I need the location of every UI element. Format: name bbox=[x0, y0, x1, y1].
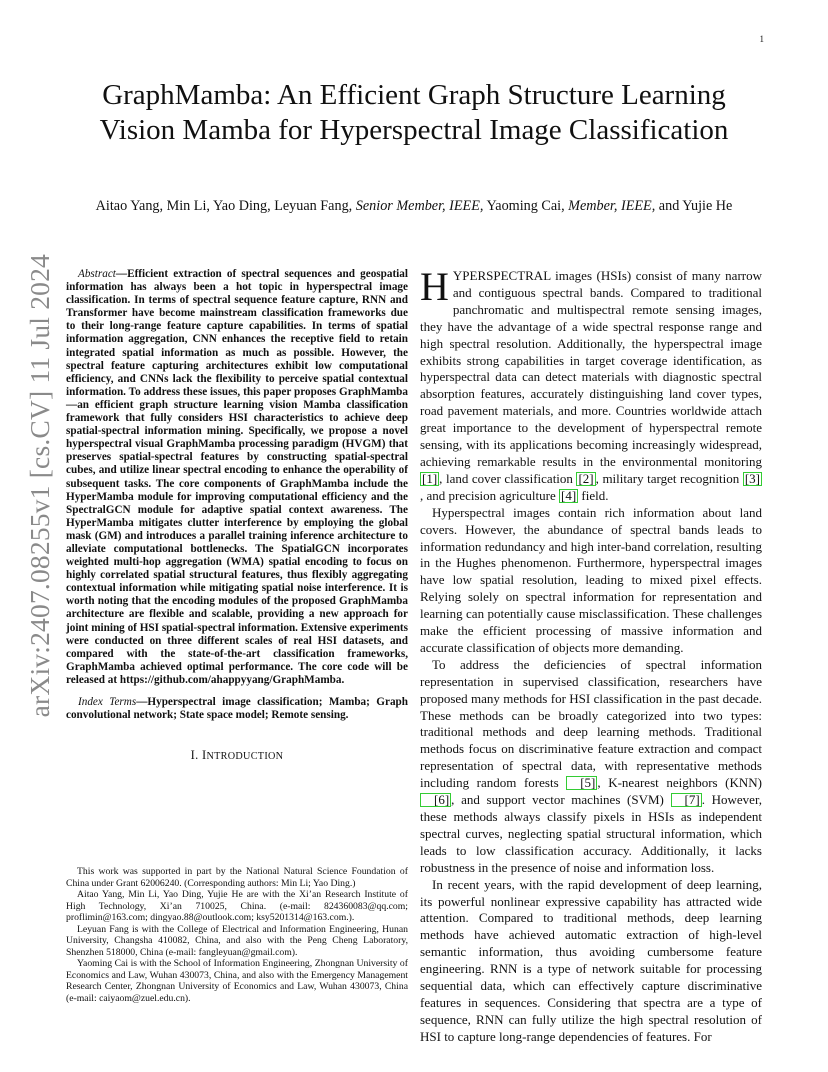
intro-text: , military target recognition bbox=[595, 470, 743, 486]
index-terms-text: —Hyperspectral image classification; Mamba; Graph convolutional network; State space model; Remote sensing. bbox=[66, 696, 408, 722]
author-role-2: Member, IEEE, bbox=[568, 198, 656, 214]
arxiv-stamp bbox=[12, 254, 68, 718]
abstract-label: Abstract bbox=[78, 268, 116, 280]
citation-link[interactable]: [6] bbox=[420, 793, 451, 807]
abstract bbox=[66, 268, 408, 687]
paper-title: GraphMamba: An Efficient Graph Structure Learning Vision Mamba for Hyperspectral Image Classification bbox=[99, 79, 729, 146]
intro-paragraph-4: In recent years, with the rapid development of deep learning, its powerful nonlinear expressive capability has attracted wide attention. Compared to traditional methods, deep learning methods have achieved automatic extraction of high-level semantic information, thus avoiding cumbersome feature engineering. RNN is a type of network suitable for processing sequential data, which can effectively capture discriminative features in sequences. Considering that spectra are a type of sequence, RNN can fully utilize the high spectral resolution of HSI to capture long-range dependencies of features. For bbox=[420, 876, 762, 1044]
abstract-text: —Efficient extraction of spectral sequences and geospatial information has always been a hot topic in hyperspectral image classification. In terms of spectral sequence feature capture, RNN and Transformer have become mainstream classification frameworks due to their long-range feature capture capabilities. In terms of spatial information aggregation, CNN enhances the receptive field to retain integrated spatial information as much as possible. However, the spectral feature capturing architectures exhibit low computational efficiency, and CNNs lack the flexibility to perceive spatial contextual information. To address these issues, this paper proposes GraphMamba—an efficient graph structure learning vision Mamba classification framework that fully considers HSI characteristics to achieve deep spatial-spectral information mining. Specifically, we propose a novel hyperspectral visual GraphMamba processing paradigm (HVGM) that preserves spatial-spectral features by constructing spatial-spectral cubes, and utilize linear spectral encoding to enhance the operability of subsequent tasks. The core components of GraphMamba include the HyperMamba module for improving computational efficiency and the SpectralGCN module for adaptive spatial context awareness. The HyperMamba mitigates clutter interference by employing the global mask (GM) and introduces a parallel training inference architecture to alleviate computational bottlenecks. The SpatialGCN incorporates weighted multi-hop aggregation (WMA) spatial encoding to focus on highly correlated spatial structural features, thus flexibly aggregating contextual information while mitigating spatial noise interference. It is worth noting that the encoding modules of the proposed GraphMamba architecture are flexible and scalable, providing a new approach for joint mining of HSI spatial-spectral information. Extensive experiments were conducted on three different scales of real HSI datasets, and compared with the state-of-the-art classification frameworks, GraphMamba achieved optimal performance. The core code will be released at https://github.com/ahappyyang/GraphMamba. bbox=[66, 268, 408, 686]
section-initial: I bbox=[201, 748, 207, 763]
citation-link[interactable]: [5] bbox=[566, 776, 597, 790]
intro-text: , K-nearest neighbors (KNN) bbox=[597, 775, 762, 791]
author-role-1: Senior Member, IEEE, bbox=[355, 198, 484, 214]
footnote-funding: This work was supported in part by the National Natural Science Foundation of China under Grant 62006240. (Corresponding authors: Min Li; Yao Ding.) bbox=[66, 866, 408, 889]
left-column bbox=[66, 268, 408, 766]
authors-part-3: and Yujie He bbox=[655, 198, 733, 214]
arxiv-stamp-text: arXiv:2407.08255v1 [cs.CV] 11 Jul 2024 bbox=[24, 254, 55, 718]
citation-link[interactable]: [2] bbox=[578, 470, 594, 486]
author-list bbox=[50, 198, 778, 215]
index-terms bbox=[66, 696, 408, 722]
intro-text: field. bbox=[578, 487, 609, 503]
drop-cap: H bbox=[420, 264, 449, 309]
citation-link[interactable]: [7] bbox=[671, 793, 702, 807]
section-heading-introduction bbox=[66, 747, 408, 766]
right-column bbox=[420, 264, 762, 1046]
section-rest: NTRODUCTION bbox=[206, 751, 284, 763]
footnotes bbox=[66, 866, 408, 1004]
footnote-affiliation-3: Yaoming Cai is with the School of Information Engineering, Zhongnan University of Economics and Law, Wuhan 430073, China, and also with the Emergency Management Research Center, Zhongnan University of Economics and Law, Wuhan 430073, China (e-mail: caiyaom@zuel.edu.cn). bbox=[66, 958, 408, 1004]
intro-text: . However, these methods always classify pixels in HSIs as independent spectral curves, neglecting spatial structural information, which leads to low classification accuracy. Additionally, it lacks robustness in the presence of noise and information loss. bbox=[420, 792, 762, 875]
intro-paragraph-1 bbox=[420, 264, 762, 505]
intro-text: , land cover classification bbox=[439, 470, 577, 486]
intro-paragraph-2: Hyperspectral images contain rich information about land covers. However, the abundance of spectral bands leads to information redundancy and high inter-band correlation, resulting in the Hughes phenomenon. Furthermore, hyperspectral images have low spatial resolution, leading to mixed pixel effects. Relying solely on spectral information for representation and learning can potentially cause misclassification. These challenges make the efficient processing of massive information and accurate classification of objects more demanding. bbox=[420, 504, 762, 655]
authors-part-2: Yaoming Cai, bbox=[483, 198, 569, 214]
authors-part-1: Aitao Yang, Min Li, Yao Ding, Leyuan Fang, bbox=[95, 198, 356, 214]
intro-text: , and support vector machines (SVM) bbox=[451, 792, 671, 808]
intro-text: YPERSPECTRAL images (HSIs) consist of many narrow and contiguous spectral bands. Compared to traditional panchromatic and multispectral remote sensing images, they have the advantage of a wide spectral response range and high spectral resolution. Additionally, the hyperspectral image exhibits strong capabilities in target coverage identification, as hyperspectral data can detect materials with diagnostic spectral absorption features, accurately distinguishing land cover types, road pavement materials, and more. Countries worldwide attach great importance to the development of hyperspectral remote sensing, with its applications becoming increasingly widespread, achieving remarkable results in the environmental monitoring bbox=[420, 268, 762, 469]
intro-paragraph-3 bbox=[420, 657, 762, 877]
index-terms-label: Index Terms bbox=[78, 696, 137, 708]
intro-text: To address the deficiencies of spectral information representation in supervised classification, researchers have proposed many methods for HSI classification in the past decade. These methods can be broadly categorized into two types: traditional methods and deep learning methods. Traditional methods focus on discriminative feature extraction and compact representation of spectral data, with representative methods including random forests bbox=[420, 656, 762, 791]
section-numeral: I. bbox=[190, 748, 202, 763]
citation-link[interactable]: [4] bbox=[560, 487, 577, 503]
citation-link[interactable]: [3] bbox=[744, 470, 760, 486]
page-number: 1 bbox=[759, 34, 764, 44]
citation-link[interactable]: [1] bbox=[422, 470, 438, 486]
intro-text: , and precision agriculture bbox=[420, 487, 559, 503]
footnote-affiliation-1: Aitao Yang, Min Li, Yao Ding, Yujie He are with the Xi’an Research Institute of High Technology, Xi’an 710025, China. (e-mail: 824360083@qq.com; proflimin@163.com; dingyao.88@outlook.com; ksy5201314@163.com.). bbox=[66, 889, 408, 923]
footnote-affiliation-2: Leyuan Fang is with the College of Electrical and Information Engineering, Hunan University, Changsha 410082, China, and also with the Peng Cheng Laboratory, Shenzhen 518000, China (e-mail: fangleyuan@gmail.com). bbox=[66, 923, 408, 958]
